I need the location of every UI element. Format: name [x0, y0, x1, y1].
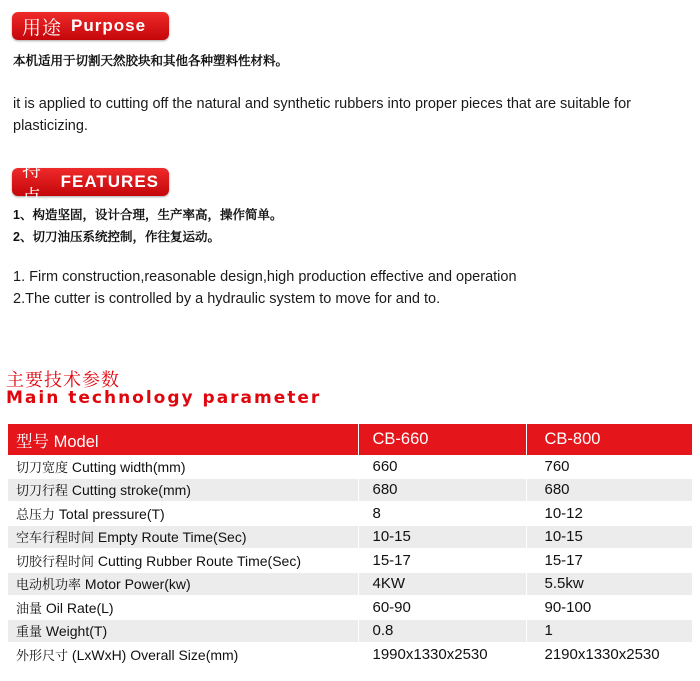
table-row: [8, 549, 692, 573]
param-name: [8, 643, 358, 667]
params-title-en: Main technology parameter: [6, 388, 322, 408]
table-row: [8, 478, 692, 502]
param-name-zh: 外形尺寸: [16, 647, 69, 663]
table-row: [8, 502, 692, 526]
table-row: [8, 455, 692, 478]
value-cb660: 10-15: [358, 525, 526, 549]
value-cb800: 760: [526, 455, 692, 478]
value-cb660: 660: [358, 455, 526, 478]
param-name-en: Weight(T): [45, 623, 108, 640]
value-cb660: 8: [358, 502, 526, 526]
value-cb660: 60-90: [358, 596, 526, 620]
purpose-section-badge: [12, 12, 169, 40]
value-cb800: 1: [526, 619, 692, 643]
param-name: [8, 455, 358, 478]
param-name-en: Cutting stroke(mm): [71, 482, 191, 499]
param-name-zh: 重量: [16, 624, 43, 640]
value-cb800: 15-17: [526, 549, 692, 573]
param-name-zh: 切胶行程时间: [16, 553, 95, 569]
value-cb800: 90-100: [526, 596, 692, 620]
table-row: [8, 643, 692, 667]
table-row: [8, 596, 692, 620]
param-name-zh: 空车行程时间: [16, 530, 95, 546]
value-cb660: 15-17: [358, 549, 526, 573]
param-name: [8, 525, 358, 549]
value-cb800: 2190x1330x2530: [526, 643, 692, 667]
param-name: [8, 478, 358, 502]
header-model-en: Model: [53, 432, 99, 451]
value-cb800: 10-12: [526, 502, 692, 526]
param-name-en: Empty Route Time(Sec): [97, 529, 247, 546]
features-badge-zh: 特点: [22, 160, 43, 208]
param-name: [8, 502, 358, 526]
features-badge-en: FEATURES: [60, 172, 159, 191]
table-row: [8, 572, 692, 596]
param-name: [8, 572, 358, 596]
feature-en-line-2: 2.The cutter is controlled by a hydraulic system to move for and to.: [13, 291, 441, 307]
params-title-zh: 主要技术参数: [6, 370, 120, 390]
param-name-zh: 电动机功率: [16, 577, 82, 593]
purpose-text-zh: 本机适用于切割天然胶块和其他各种塑料性材料。: [13, 54, 289, 68]
param-name-en: Motor Power(kw): [84, 576, 191, 593]
value-cb660: 4KW: [358, 572, 526, 596]
spec-table-body: [8, 455, 692, 666]
param-name-en: Total pressure(T): [58, 505, 165, 522]
param-name-en: Cutting width(mm): [71, 458, 186, 475]
param-name: [8, 549, 358, 573]
param-name-zh: 油量: [16, 600, 43, 616]
feature-en-line-1: 1. Firm construction,reasonable design,high production effective and operation: [13, 269, 517, 285]
param-name-zh: 总压力: [16, 506, 56, 522]
header-model: [8, 424, 358, 455]
param-name: [8, 596, 358, 620]
spec-table: [8, 424, 693, 667]
table-row: [8, 525, 692, 549]
table-row: [8, 619, 692, 643]
value-cb800: 5.5kw: [526, 572, 692, 596]
param-name-zh: 切刀行程: [16, 483, 69, 499]
value-cb660: 680: [358, 478, 526, 502]
value-cb660: 0.8: [358, 619, 526, 643]
header-cb800: CB-800: [526, 424, 692, 455]
value-cb800: 680: [526, 478, 692, 502]
feature-zh-line-2: 2、切刀油压系统控制，作往复运动。: [13, 230, 220, 244]
header-model-zh: 型号: [16, 432, 49, 451]
features-list-zh: [13, 204, 282, 248]
param-name-en: Cutting Rubber Route Time(Sec): [97, 552, 301, 569]
features-section-badge: [12, 160, 169, 208]
param-name-zh: 切刀宽度: [16, 459, 69, 475]
feature-zh-line-1: 1、构造坚固，设计合理，生产率高，操作简单。: [13, 208, 283, 222]
purpose-badge-zh: 用途: [22, 17, 63, 39]
purpose-badge-en: Purpose: [71, 16, 147, 35]
spec-table-header: [8, 424, 692, 455]
param-name-en: Oil Rate(L): [45, 599, 114, 616]
param-name-en: (LxWxH) Overall Size(mm): [71, 646, 239, 663]
value-cb800: 10-15: [526, 525, 692, 549]
value-cb660: 1990x1330x2530: [358, 643, 526, 667]
purpose-text-en: it is applied to cutting off the natural and synthetic rubbers into proper pieces that are suitable for plasticizing.: [13, 96, 631, 134]
header-cb660: CB-660: [358, 424, 526, 455]
features-list-en: [13, 266, 613, 310]
param-name: [8, 619, 358, 643]
